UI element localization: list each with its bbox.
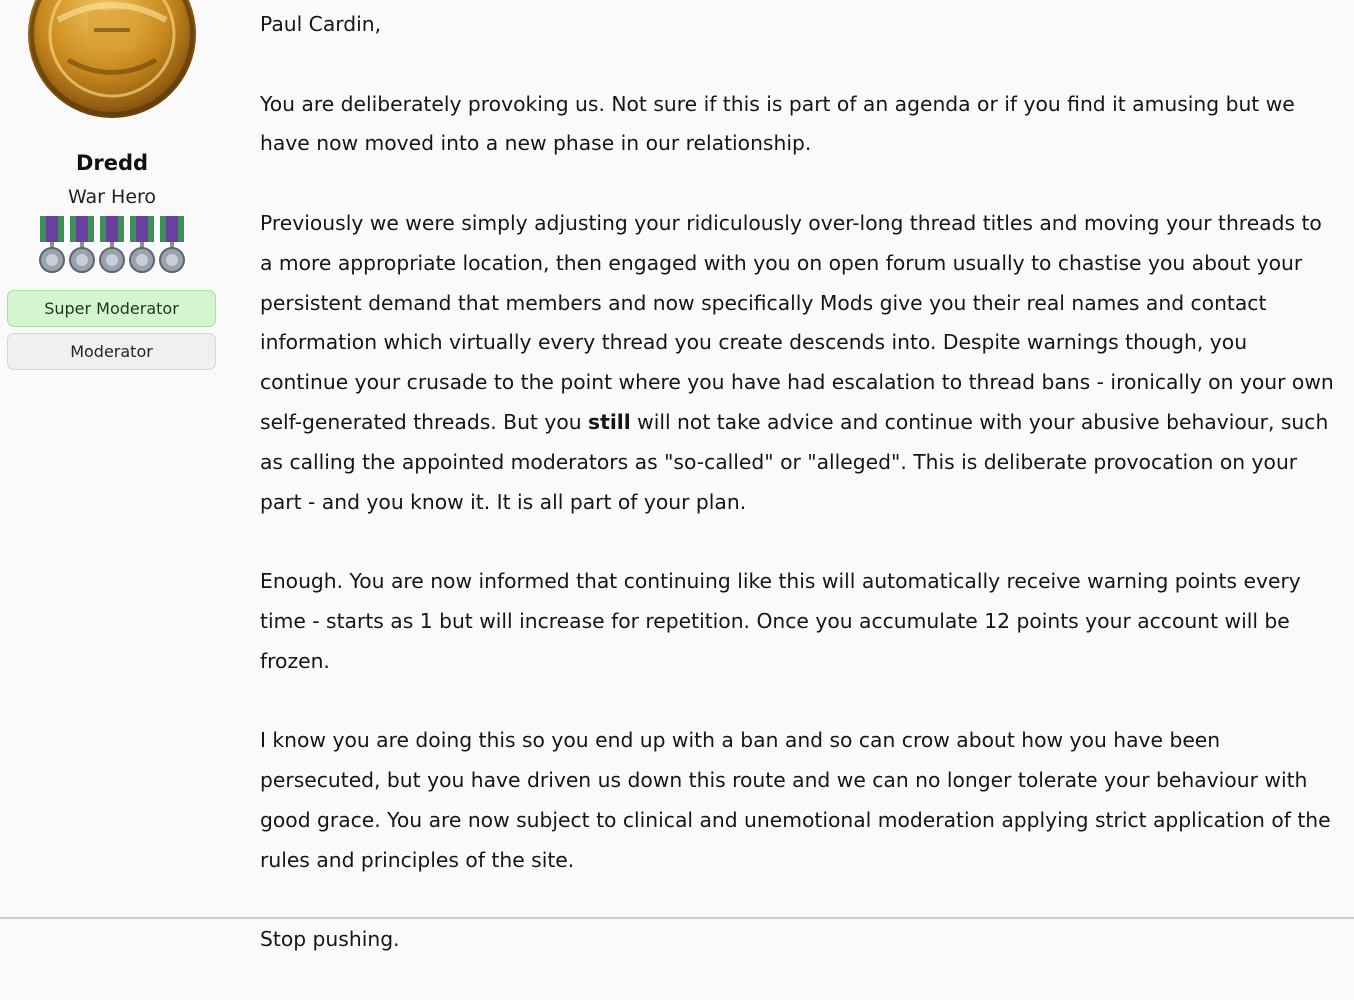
medal-icon xyxy=(68,214,96,276)
post-bold-text: still xyxy=(588,409,631,434)
post-text: Previously we were simply adjusting your ridiculously over-long thread titles and moving your threads to a more appropriate location, then engaged with you on open forum usually to chastise you about your persistent demand that members and now specifically Mods give you their real names and contact information which virtually every thread you create descends into. Despite warnings though, you continue your crusade to the point where you have had escalation to thread bans - ironically on your own self-generated threads. But you xyxy=(260,210,1334,434)
medal-ribbons xyxy=(38,214,188,276)
post-body xyxy=(260,5,1340,1000)
post-paragraph: I know you are doing this so you end up with a ban and so can crow about how you have been persecuted, but you have driven us down this route and we can no longer tolerate your behaviour with good grace. You are now subject to clinical and unemotional moderation applying strict application of the rules and principles of the site. xyxy=(260,728,1331,872)
medal-icon xyxy=(98,214,126,276)
medal-icon xyxy=(128,214,156,276)
moderator-badge: Moderator xyxy=(7,333,216,370)
medal-icon xyxy=(38,214,66,276)
super-moderator-badge: Super Moderator xyxy=(7,290,216,327)
post-text: will not take advice and continue with your abusive behaviour, such as calling the appointed moderators as "so-called" or "alleged". This is deliberate provocation on your part - and you know it. It is all part of your plan. xyxy=(260,409,1329,514)
gold-medallion-avatar-icon xyxy=(28,0,196,118)
username[interactable]: Dredd xyxy=(75,151,149,175)
post-paragraph xyxy=(260,204,1340,522)
user-sidebar xyxy=(0,0,226,919)
post-paragraph: You are deliberately provoking us. Not sure if this is part of an agenda or if you find it amusing but we have now moved into a new phase in our relationship. xyxy=(260,91,1295,156)
post-paragraph: Enough. You are now informed that continuing like this will automatically receive warning points every time - starts as 1 but will increase for repetition. Once you accumulate 12 points your account will be frozen. xyxy=(260,569,1301,673)
user-rank-title: War Hero xyxy=(67,186,157,208)
post-paragraph: Stop pushing. xyxy=(260,927,400,952)
medal-icon xyxy=(158,214,186,276)
post-greeting: Paul Cardin, xyxy=(260,12,382,36)
user-avatar[interactable] xyxy=(28,0,196,118)
